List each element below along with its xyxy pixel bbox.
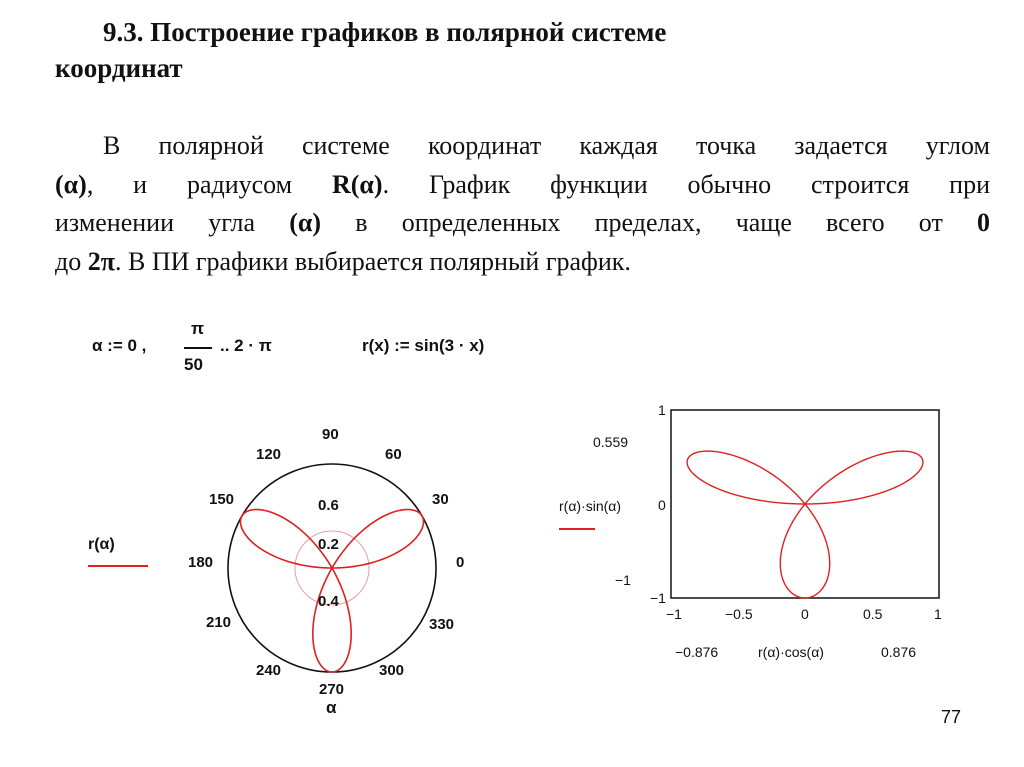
slide-heading [103, 14, 983, 50]
y-tick-1: 1 [658, 402, 666, 418]
polar-plot [180, 415, 490, 725]
page-number: 77 [941, 707, 962, 727]
para-line-3: изменении угла (α) в определенных пределах, чаще всего от 0 [55, 208, 990, 237]
alpha-def-right: .. 2 · π [220, 336, 272, 355]
y-tick-neg1: −1 [650, 590, 666, 606]
alpha-range-formula [92, 319, 312, 383]
para-line-1: В полярной системе координат каждая точка задается углом [103, 131, 990, 160]
body-paragraph [55, 127, 990, 281]
x-limit-left: −0.876 [675, 644, 719, 660]
radial-tick-0.2: 0.2 [318, 536, 339, 553]
angle-label-210: 210 [206, 614, 232, 631]
y-limit-bottom: −1 [615, 572, 631, 588]
angle-label-180: 180 [188, 554, 214, 571]
x-tick-1: 1 [934, 606, 942, 622]
angle-label-30: 30 [432, 491, 449, 508]
polar-trace-label: r(α) [88, 536, 115, 553]
angle-label-60: 60 [385, 446, 402, 463]
para-line-2: (α), и радиусом R(α). График функции обычно строится при [55, 169, 990, 199]
angle-label-300: 300 [379, 662, 405, 679]
polar-rose-curve [240, 510, 423, 673]
r-function-formula: r(x) := sin(3 · x) [362, 336, 485, 355]
cartesian-rose-curve [687, 451, 923, 598]
alpha-frac-num: π [191, 319, 205, 338]
heading-line-2: координат [55, 53, 183, 83]
x-limit-right: 0.876 [881, 644, 917, 660]
radial-tick-0.6: 0.6 [318, 497, 339, 514]
angle-label-120: 120 [256, 446, 282, 463]
cartesian-plot [555, 395, 945, 680]
y-axis-label: r(α)·sin(α) [559, 498, 622, 514]
polar-trace-legend-line [88, 565, 148, 567]
angle-label-240: 240 [256, 662, 282, 679]
slide-heading-cont [55, 50, 183, 86]
x-axis-label: r(α)·cos(α) [758, 644, 824, 660]
para-line-4: до 2π. В ПИ графики выбирается полярный график. [55, 246, 631, 276]
heading-line-1: 9.3. Построение графиков в полярной системе [103, 17, 667, 47]
y-tick-0: 0 [658, 497, 666, 513]
x-tick-0.5: 0.5 [863, 606, 883, 622]
angle-axis-label: α [326, 698, 337, 717]
angle-label-330: 330 [429, 616, 455, 633]
x-tick-0: 0 [801, 606, 809, 622]
radial-tick-0.4: 0.4 [318, 593, 339, 610]
y-limit-top: 0.559 [593, 434, 629, 450]
angle-label-0: 0 [456, 554, 465, 571]
x-tick-neg0.5: −0.5 [725, 606, 753, 622]
alpha-frac-bar [184, 347, 212, 349]
alpha-def-left: α := 0 , [92, 336, 147, 355]
angle-label-270: 270 [319, 681, 345, 698]
angle-label-90: 90 [322, 426, 339, 443]
x-tick-neg1: −1 [666, 606, 682, 622]
angle-label-150: 150 [209, 491, 235, 508]
alpha-frac-den: 50 [184, 355, 203, 374]
